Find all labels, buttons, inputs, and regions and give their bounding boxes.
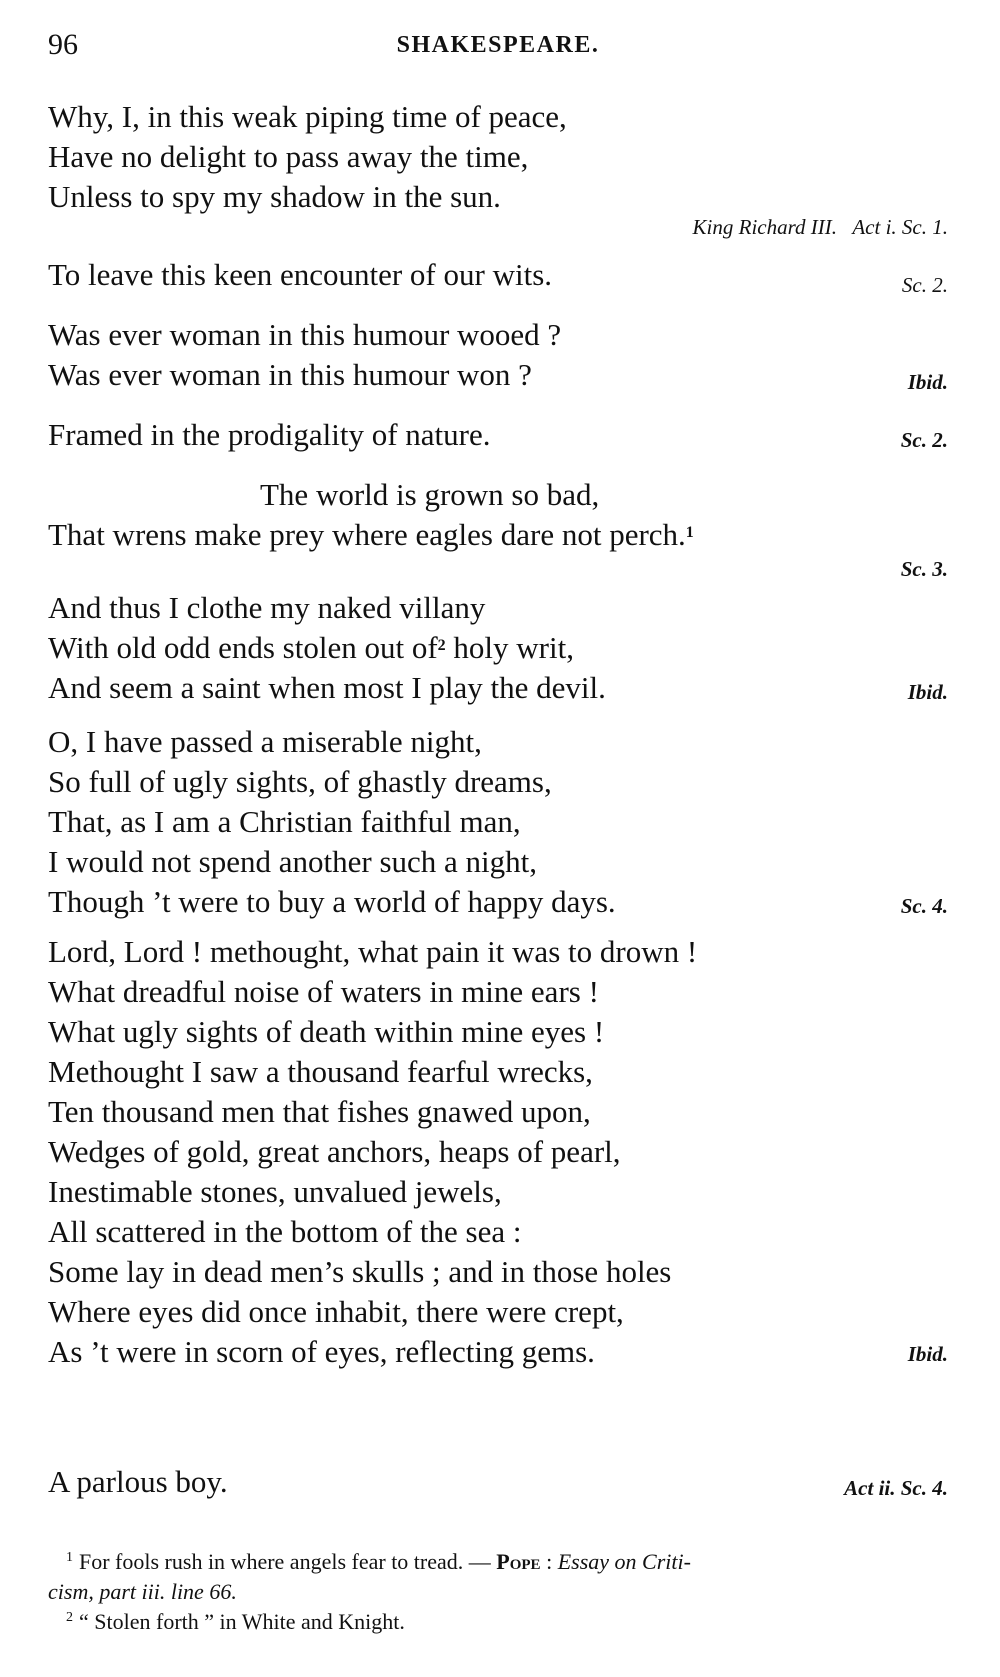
verse-line [48, 628, 948, 668]
footnote-marker: 2 [437, 637, 446, 654]
verse-line: What ugly sights of death within mine eyes ! [48, 1014, 605, 1049]
verse-line: Wedges of gold, great anchors, heaps of pearl, [48, 1134, 621, 1169]
citation: Sc. 4. [900, 894, 948, 918]
verse-line: O, I have passed a miserable night, [48, 724, 482, 759]
verse-line: Where eyes did once inhabit, there were crept, [48, 1294, 624, 1329]
verse-line: Have no delight to pass away the time, [48, 139, 529, 174]
quote-block [48, 1462, 948, 1502]
footnote-continuation: cism, part iii. line 66. [48, 1579, 237, 1604]
verse-line: Lord, Lord ! methought, what pain it was to drown ! [48, 934, 698, 969]
quote-block [48, 722, 948, 922]
footnote-text: “ Stolen forth ” in White and Knight. [79, 1609, 405, 1634]
footnotes [48, 1547, 948, 1637]
page-number: 96 [48, 28, 78, 61]
footnote-marker: 1 [685, 524, 694, 541]
verse-line: What dreadful noise of waters in mine ears ! [48, 974, 599, 1009]
citation: Ibid. [907, 680, 948, 704]
verse-line: Was ever woman in this humour won ? [48, 357, 532, 392]
verse-line [48, 515, 948, 555]
verse-line: Ten thousand men that fishes gnawed upon, [48, 1094, 591, 1129]
verse-line: A parlous boy. [48, 1464, 228, 1499]
verse-line: All scattered in the bottom of the sea : [48, 1214, 522, 1249]
footnote-2 [48, 1607, 948, 1637]
verse-line: I would not spend another such a night, [48, 844, 538, 879]
citation: Act ii. Sc. 4. [844, 1476, 948, 1500]
verse-line: As ’t were in scorn of eyes, reflecting gems. [48, 1334, 595, 1369]
quote-block [48, 255, 948, 295]
verse-line: Some lay in dead men’s skulls ; and in those holes [48, 1254, 672, 1289]
quote-block [48, 415, 948, 455]
quote-block [48, 315, 948, 395]
verse-line: Inestimable stones, unvalued jewels, [48, 1174, 502, 1209]
verse-text: With old odd ends stolen out of [48, 630, 438, 665]
running-title: SHAKESPEARE. [396, 32, 600, 58]
quote-block [48, 588, 948, 708]
verse-line: To leave this keen encounter of our wits. [48, 257, 553, 292]
quote-block [48, 932, 948, 1372]
verse-line: And seem a saint when most I play the devil. [48, 670, 606, 705]
footnote-author: Pope [496, 1549, 541, 1574]
citation: Ibid. [907, 370, 948, 394]
footnote-number: 2 [66, 1610, 73, 1625]
verse-line: The world is grown so bad, [260, 477, 600, 512]
footnote-work: Essay on Criti- [557, 1549, 691, 1574]
verse-line: So full of ugly sights, of ghastly dreams, [48, 764, 552, 799]
verse-line: Framed in the prodigality of nature. [48, 417, 491, 452]
quote-block [48, 97, 948, 239]
verse-line: Unless to spy my shadow in the sun. [48, 179, 501, 214]
footnote-number: 1 [66, 1550, 73, 1565]
verse-line: Though ’t were to buy a world of happy days. [48, 884, 616, 919]
verse-line: And thus I clothe my naked villany [48, 590, 486, 625]
verse-line: Was ever woman in this humour wooed ? [48, 317, 562, 352]
verse-line: Why, I, in this weak piping time of peace, [48, 99, 567, 134]
footnote-text: For fools rush in where angels fear to tread. — [79, 1549, 491, 1574]
citation: Sc. 3. [900, 557, 948, 581]
citation: Sc. 2. [901, 273, 948, 297]
verse-text: That wrens make prey where eagles dare not perch. [48, 517, 686, 552]
verse-line: That, as I am a Christian faithful man, [48, 804, 521, 839]
footnote-separator: : [540, 1549, 558, 1574]
citation: Ibid. [907, 1342, 948, 1366]
footnote-1 [48, 1547, 948, 1577]
quote-block [48, 475, 948, 581]
citation: King Richard III. Act i. Sc. 1. [692, 215, 948, 239]
citation: Sc. 2. [900, 428, 948, 452]
verse-text: holy writ, [453, 630, 574, 665]
verse-line: Methought I saw a thousand fearful wrecks, [48, 1054, 593, 1089]
page-header [48, 28, 948, 68]
